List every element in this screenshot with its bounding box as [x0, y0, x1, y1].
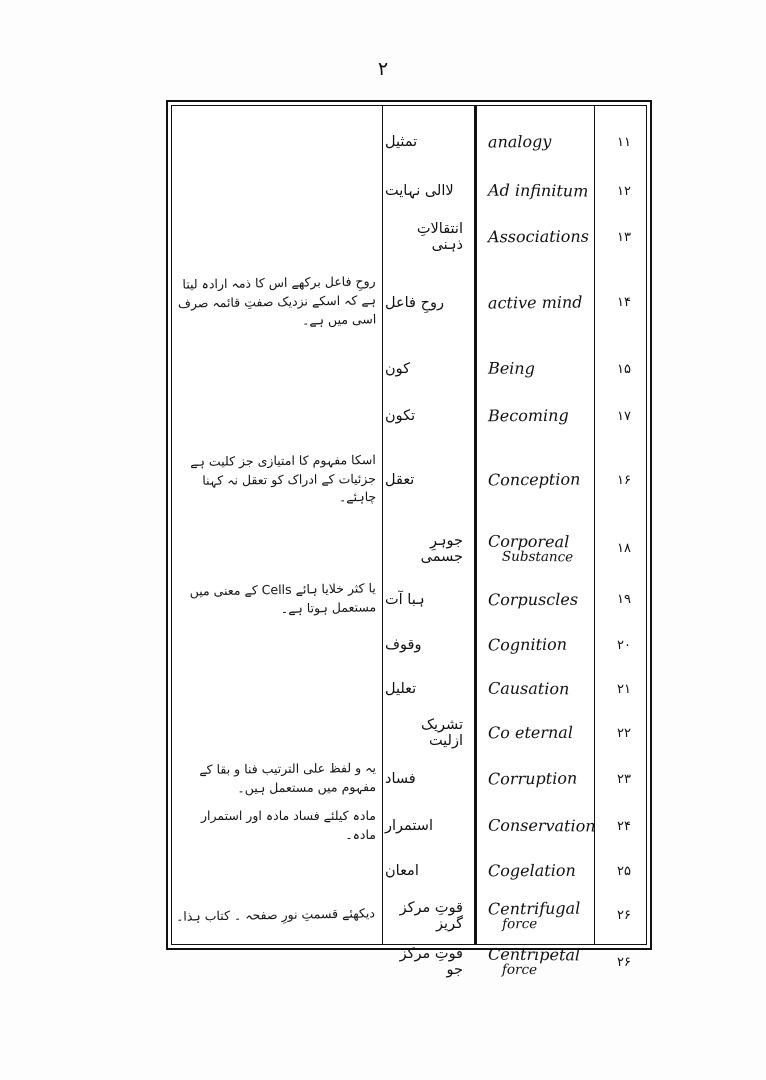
- row-note: مادہ کیلئے فساد مادہ اور استمرار مادہ۔: [200, 808, 376, 842]
- table-row: [172, 893, 646, 938]
- row-note: [176, 116, 380, 168]
- table-row: [172, 667, 646, 711]
- table-row: [172, 803, 646, 849]
- table-row: [172, 938, 646, 986]
- row-english-term: [480, 938, 592, 987]
- row-note: [176, 711, 380, 755]
- row-urdu-term: جوہرِ جسمی: [420, 532, 463, 565]
- glossary-rows: [172, 106, 646, 979]
- row-note: روحِ فاعل ‌برکھے اس کا ذمہ ارادہ لیتا ہے کہ اسکے نزدیک صفتِ قائمہ صرف اسی میں ہے۔: [177, 273, 377, 328]
- row-urdu-term: قوتِ مرکز جو: [399, 946, 463, 978]
- row-english-term: [480, 345, 592, 394]
- row-number: ۱۱: [617, 134, 631, 150]
- english-line-1: Being: [487, 358, 535, 379]
- row-urdu-term: فساد: [385, 771, 416, 787]
- row-note: [176, 623, 380, 667]
- table-row: [172, 849, 646, 893]
- row-note: [176, 938, 380, 986]
- table-row: [172, 439, 646, 521]
- table-row: [172, 521, 646, 576]
- english-line-1: Becoming: [487, 406, 569, 426]
- row-english-term: [480, 214, 592, 261]
- row-urdu-term: قوتِ مرکز گریز: [399, 899, 463, 932]
- glossary-table-inner: [171, 105, 647, 979]
- row-english-term: [480, 892, 592, 938]
- row-english-term: [480, 438, 593, 521]
- english-line-1: Associations: [487, 227, 589, 247]
- english-line-1: Conservation: [487, 815, 596, 836]
- english-line-1: Conception: [487, 469, 581, 490]
- english-line-1: Ad infinitum: [487, 180, 589, 201]
- row-english-term: [480, 168, 592, 215]
- row-english-term: [480, 754, 592, 803]
- row-english-term: [480, 115, 593, 168]
- table-row: [172, 345, 646, 393]
- english-line-1: analogy: [487, 132, 552, 152]
- row-number: ۲۵: [617, 863, 631, 879]
- row-urdu-term: تعلیل: [385, 681, 417, 697]
- row-english-term: [480, 393, 592, 440]
- english-line-1: Centrifugal: [487, 898, 581, 919]
- table-row: [172, 623, 646, 667]
- row-urdu-term: استمرار: [385, 818, 433, 834]
- english-line-1: Centripetal: [487, 944, 581, 965]
- row-urdu-term: لاالی نہایت: [385, 183, 454, 199]
- row-number: ۱۴: [617, 295, 631, 310]
- english-line-1: active mind: [487, 292, 583, 313]
- table-row: [172, 755, 646, 803]
- row-number: ۲۰: [617, 637, 631, 653]
- row-urdu-term: روحِ فاعل: [385, 294, 444, 311]
- row-urdu-term: ہبا آت: [385, 591, 425, 608]
- row-note: [176, 849, 380, 893]
- english-line-1: Corporeal: [487, 531, 570, 551]
- english-line-1: Corpuscles: [487, 589, 579, 610]
- row-urdu-term: کون: [385, 361, 411, 377]
- row-number: ۱۵: [617, 361, 631, 377]
- row-urdu-term: تشریک ازلیت: [421, 717, 463, 749]
- row-note: یہ و لفظ علی الترتیب فنا و بقا کے مفہوم میں مستعمل ہیں۔: [199, 760, 377, 796]
- row-number: ۲۶: [617, 954, 631, 970]
- row-urdu-term: تعقل: [385, 472, 415, 488]
- row-number: ۲۴: [617, 818, 631, 834]
- row-urdu-term: تکون: [385, 408, 416, 424]
- english-line-1: Cognition: [487, 635, 568, 655]
- table-row: [172, 168, 646, 214]
- english-line-1: Corruption: [487, 768, 578, 789]
- row-english-term: [480, 803, 596, 850]
- english-line-1: Cogelation: [487, 861, 576, 881]
- row-number: ۱۹: [617, 592, 631, 607]
- table-row: [172, 576, 646, 623]
- row-number: ۱۲: [617, 183, 631, 199]
- table-row: [172, 711, 646, 755]
- row-note: [176, 168, 380, 214]
- row-english-term: [480, 711, 592, 756]
- page-number: ۲: [377, 58, 389, 80]
- english-line-1: Causation: [487, 678, 570, 699]
- row-number: ۱۷: [617, 408, 631, 424]
- row-note: [176, 214, 380, 260]
- table-row: [172, 116, 646, 168]
- row-number: ۱۶: [617, 472, 631, 488]
- row-number: ۱۳: [617, 229, 631, 245]
- row-note: یا کثر خلایا ہائے Cells کے معنی میں مستعمل ہوتا ہے۔: [189, 580, 377, 616]
- row-note: اسکا مفہوم کا امتیازی جز کلیت ہے جزئیات کے ادراک کو تعقل نہ کہنا چاہئے۔: [190, 451, 377, 505]
- row-note: [176, 345, 380, 393]
- table-row: [172, 214, 646, 260]
- english-line-2: force: [502, 915, 538, 933]
- row-number: ۲۱: [617, 681, 631, 697]
- row-english-term: [480, 521, 592, 577]
- row-note: [176, 521, 380, 576]
- row-english-term: [480, 849, 592, 894]
- row-number: ۱۸: [617, 541, 631, 556]
- row-note: [176, 393, 380, 439]
- english-line-1: Co eternal: [487, 723, 573, 743]
- english-line-2: force: [501, 962, 538, 979]
- row-note: [176, 667, 380, 711]
- table-row: [172, 393, 646, 439]
- row-urdu-term: تمثیل: [385, 134, 418, 150]
- row-number: ۲۶: [617, 908, 631, 923]
- row-number: ۲۳: [617, 771, 631, 787]
- row-urdu-term: امعان: [385, 863, 419, 879]
- row-urdu-term: وقوف: [385, 637, 422, 653]
- row-number: ۲۲: [617, 725, 631, 741]
- row-note: دیکھئے قسمتِ نورِ صفحہ ۔ کتاب ہذا۔: [175, 905, 375, 924]
- row-urdu-term: انتقالاتِ ذہنی: [416, 221, 463, 253]
- table-row: [172, 260, 646, 345]
- row-english-term: [480, 259, 593, 345]
- row-english-term: [480, 622, 592, 667]
- english-line-2: Substance: [501, 548, 574, 566]
- row-english-term: [480, 576, 592, 624]
- row-english-term: [480, 667, 592, 712]
- glossary-table: [166, 100, 652, 979]
